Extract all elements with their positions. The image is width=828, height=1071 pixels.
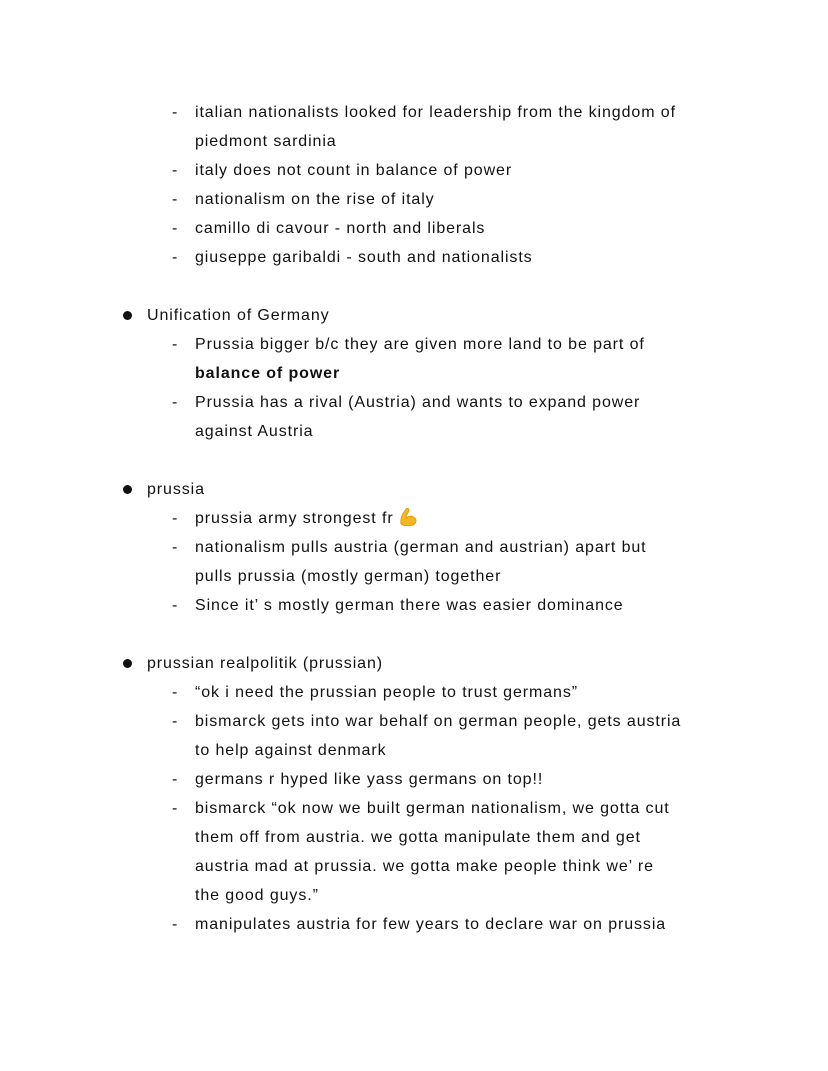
list-item-line — [0, 707, 828, 736]
dash-icon: - — [172, 713, 179, 730]
list-item-text: Since it’ s mostly german there was easier dominance — [195, 597, 624, 614]
list-item-text: them off from austria. we gotta manipulate them and get — [195, 829, 641, 846]
dash-icon: - — [172, 162, 179, 179]
dash-icon: - — [172, 597, 179, 614]
list-item-text: italian nationalists looked for leadership from the kingdom of — [195, 104, 676, 121]
section — [0, 649, 828, 939]
dash-icon: - — [172, 220, 179, 237]
section-heading — [0, 649, 828, 678]
heading-text: Unification of Germany — [147, 307, 330, 324]
list-item-line — [0, 533, 828, 562]
heading-text: prussia — [147, 481, 205, 498]
dash-icon: - — [172, 394, 179, 411]
list-item-line — [0, 504, 828, 533]
dash-icon: - — [172, 249, 179, 266]
dash-icon: - — [172, 191, 179, 208]
list-item-text: germans r hyped like yass germans on top!! — [195, 771, 544, 788]
dash-icon: - — [172, 539, 179, 556]
flexed-biceps-icon — [398, 507, 418, 527]
list-item-line — [0, 243, 828, 272]
bullet-icon — [123, 311, 132, 320]
list-item-text: piedmont sardinia — [195, 133, 337, 150]
bold-text: balance of power — [195, 365, 341, 382]
section — [0, 475, 828, 620]
list-item-line — [0, 562, 828, 591]
section-heading — [0, 475, 828, 504]
list-item-line — [0, 823, 828, 852]
list-item-line — [0, 388, 828, 417]
document-body — [0, 98, 828, 968]
dash-icon: - — [172, 104, 179, 121]
list-item-line — [0, 417, 828, 446]
list-item-line — [0, 330, 828, 359]
bullet-icon — [123, 659, 132, 668]
list-item-text: italy does not count in balance of power — [195, 162, 513, 179]
list-item-text: pulls prussia (mostly german) together — [195, 568, 502, 585]
list-item-line — [0, 359, 828, 388]
list-item-text: bismarck “ok now we built german nationalism, we gotta cut — [195, 800, 670, 817]
section — [0, 301, 828, 446]
list-item-text: against Austria — [195, 423, 314, 440]
list-item-line — [0, 127, 828, 156]
list-item-text: camillo di cavour - north and liberals — [195, 220, 486, 237]
list-item-text: the good guys.” — [195, 887, 319, 904]
dash-icon: - — [172, 771, 179, 788]
list-item-line — [0, 98, 828, 127]
list-item-text: prussia army strongest fr — [195, 510, 394, 527]
list-item-text: manipulates austria for few years to declare war on prussia — [195, 916, 667, 933]
list-item-line — [0, 156, 828, 185]
heading-text: prussian realpolitik (prussian) — [147, 655, 383, 672]
list-item-line — [0, 214, 828, 243]
list-item-text: bismarck gets into war behalf on german people, gets austria — [195, 713, 682, 730]
list-item-line — [0, 185, 828, 214]
list-item-line — [0, 736, 828, 765]
list-item-line — [0, 794, 828, 823]
list-item-line — [0, 881, 828, 910]
dash-icon: - — [172, 916, 179, 933]
list-item-text: nationalism pulls austria (german and austrian) apart but — [195, 539, 647, 556]
bullet-icon — [123, 485, 132, 494]
dash-icon: - — [172, 336, 179, 353]
list-item-line — [0, 910, 828, 939]
list-item-text: austria mad at prussia. we gotta make people think we’ re — [195, 858, 654, 875]
list-item-text: giuseppe garibaldi - south and nationalists — [195, 249, 533, 266]
list-item-line — [0, 765, 828, 794]
list-item-text: Prussia has a rival (Austria) and wants to expand power — [195, 394, 641, 411]
list-item-line — [0, 591, 828, 620]
section-heading — [0, 301, 828, 330]
list-item-text: Prussia bigger b/c they are given more land to be part of — [195, 336, 645, 353]
list-item-text: nationalism on the rise of italy — [195, 191, 435, 208]
dash-icon: - — [172, 510, 179, 527]
dash-icon: - — [172, 684, 179, 701]
list-item-line — [0, 852, 828, 881]
list-item-text: “ok i need the prussian people to trust germans” — [195, 684, 578, 701]
dash-icon: - — [172, 800, 179, 817]
section — [0, 98, 828, 272]
list-item-text: to help against denmark — [195, 742, 387, 759]
list-item-line — [0, 678, 828, 707]
